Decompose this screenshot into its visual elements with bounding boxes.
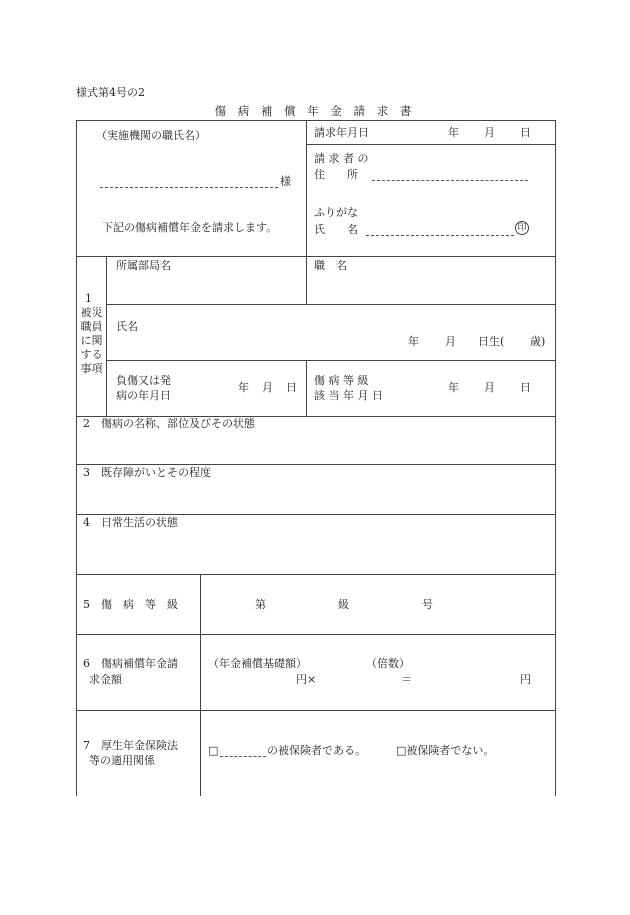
claim-form-table (76, 120, 556, 796)
section7-label-1: 7 厚生年金保険法 (83, 739, 178, 752)
yen-times: 円× (296, 673, 317, 686)
form-title: 傷 病 補 償 年 金 請 求 書 (214, 104, 416, 118)
base-amount-label: （年金補償基礎額） (208, 657, 307, 670)
grade-go: 号 (422, 598, 433, 611)
birth-day-label: 日生( (478, 335, 505, 348)
request-day-label: 日 (520, 126, 531, 139)
section6-label-1: 6 傷病補償年金請 (83, 657, 178, 670)
department-label: 所属部局名 (116, 259, 171, 272)
insurance-law-line[interactable] (220, 756, 266, 757)
grade-year-label: 年 (448, 381, 459, 394)
request-month-label: 月 (484, 126, 495, 139)
insured-checkbox[interactable]: □ (208, 744, 219, 757)
injury-date-label-1: 負傷又は発 (116, 374, 171, 387)
request-date-label: 請求年月日 (314, 126, 369, 139)
equals-sign: ＝ (401, 673, 412, 686)
grade-day-label: 日 (520, 381, 531, 394)
address-label: 住 所 (314, 168, 358, 181)
form-number: 様式第4号の2 (76, 86, 145, 99)
section7-label-2: 等の適用関係 (89, 754, 155, 767)
section4-label: 4 日常生活の状態 (83, 516, 178, 529)
multiplier-label: （倍数） (366, 657, 410, 670)
agency-label: （実施機関の職氏名） (96, 129, 206, 142)
agency-name-line[interactable] (100, 187, 278, 188)
injury-month-label: 月 (262, 381, 273, 394)
birth-year-label: 年 (408, 335, 419, 348)
request-year-label: 年 (448, 126, 459, 139)
section5-label: 5 傷 病 等 級 (83, 598, 178, 611)
grade-kyu: 級 (338, 598, 349, 611)
address-field-line[interactable] (372, 180, 528, 181)
grade-date-label-1: 傷 病 等 級 (314, 374, 369, 387)
claimant-label: 請 求 者 の (314, 152, 369, 165)
injury-day-label: 日 (286, 381, 297, 394)
grade-dai: 第 (255, 598, 266, 611)
furigana-label: ふりがな (314, 206, 358, 219)
injury-date-label-2: 病の年月日 (116, 389, 171, 402)
age-label: 歳) (530, 335, 546, 348)
section2-label: 2 傷病の名称、部位及びその状態 (83, 417, 255, 430)
claimant-name-label: 氏 名 (314, 223, 358, 236)
claimant-name-line[interactable] (366, 235, 514, 236)
section6-label-2: 求金額 (89, 673, 122, 686)
grade-month-label: 月 (484, 381, 495, 394)
section1-vertical-label: 被災職員に関する事項 (80, 306, 103, 375)
employee-name-label: 氏名 (116, 320, 138, 333)
injury-year-label: 年 (238, 381, 249, 394)
honorific-sama: 様 (280, 175, 291, 188)
birth-month-label: 月 (445, 335, 456, 348)
seal-mark: 印 (515, 221, 529, 235)
not-insured-checkbox[interactable]: □被保険者でない。 (396, 744, 495, 757)
section3-label: 3 既存障がいとその程度 (83, 466, 211, 479)
request-statement: 下記の傷病補償年金を請求します。 (102, 221, 278, 234)
insured-text: の被保険者である。 (267, 744, 366, 757)
position-label: 職 名 (314, 259, 347, 272)
grade-date-label-2: 該 当 年 月 日 (314, 389, 383, 402)
section1-number: 1 (85, 292, 92, 305)
yen-unit: 円 (520, 673, 531, 686)
